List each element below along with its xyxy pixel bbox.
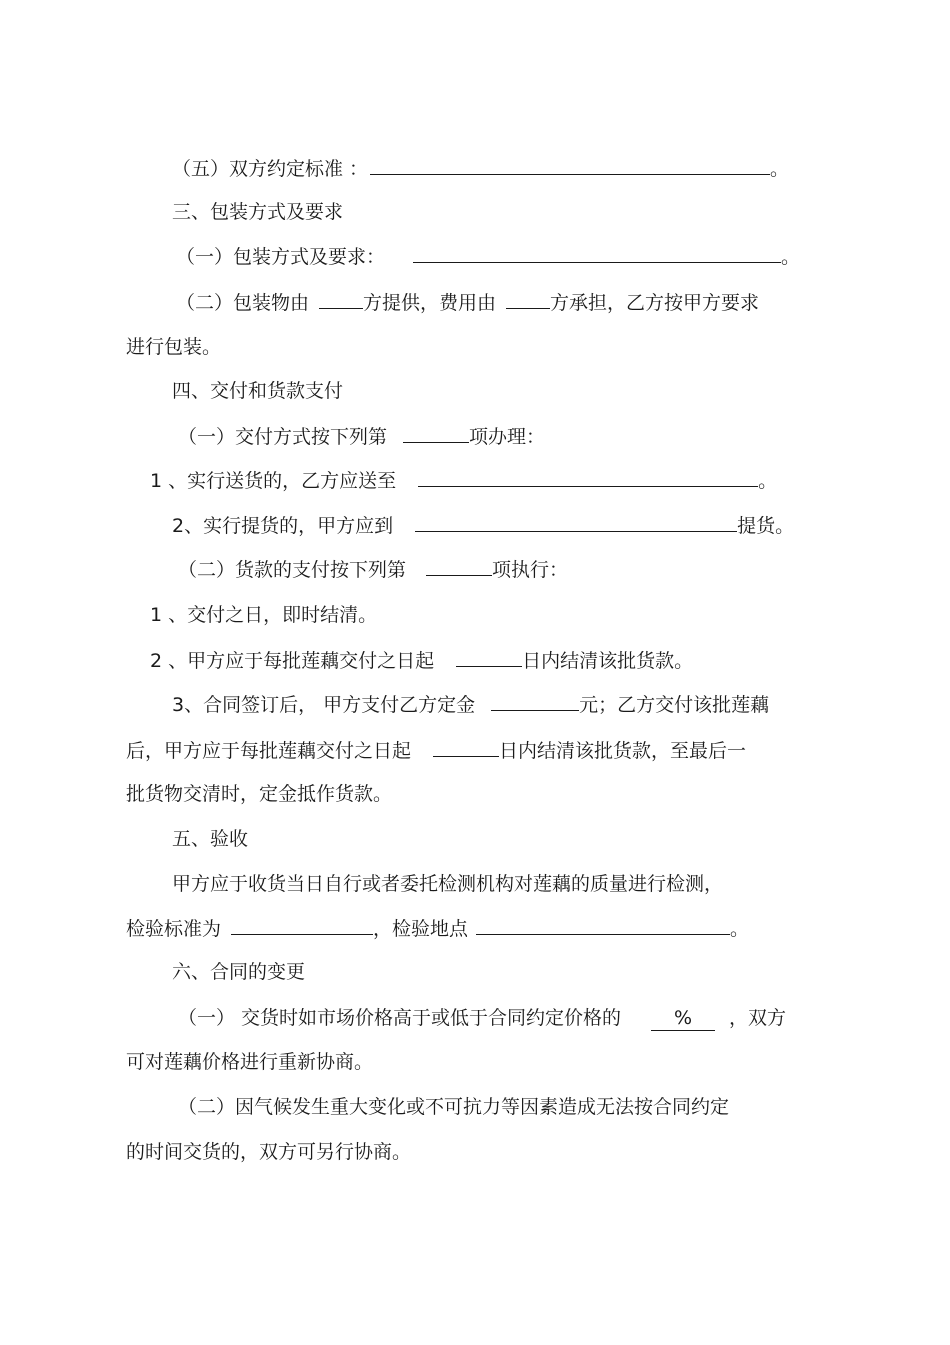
section-5-heading: 五、验收: [172, 828, 249, 850]
text: 后，甲方应于每批莲藕交付之日起: [126, 740, 412, 762]
text: （一） 交货时如市场价格高于或低于合同约定价格的: [178, 1007, 622, 1029]
text: （一）包装方式及要求：: [176, 246, 386, 268]
blank-field: [426, 557, 492, 576]
clause-delivery-option-1: [150, 468, 777, 493]
clause-packaging-method: [176, 244, 800, 269]
text: （二）货款的支付按下列第: [178, 559, 407, 581]
text: 。: [781, 246, 801, 268]
clause-payment-method: [178, 557, 568, 582]
text: 。: [758, 470, 778, 492]
text: （二）包装物由: [176, 292, 310, 314]
text: 元；乙方交付该批莲藕: [579, 694, 770, 716]
text: 。: [770, 158, 790, 180]
text: 2、实行提货的，甲方应到: [172, 515, 394, 537]
blank-field: [456, 648, 522, 667]
clause-price-change: [178, 1006, 786, 1031]
section-4-heading: 四、交付和货款支付: [172, 380, 344, 402]
blank-field: [433, 738, 499, 757]
blank-field: [319, 290, 363, 309]
text: 项执行：: [492, 559, 569, 581]
text: （五）双方约定标准 ：: [172, 158, 369, 180]
clause-packaging-cont: 进行包装。: [126, 336, 222, 358]
text: 日内结清该批货款，至最后一: [499, 740, 747, 762]
blank-field: [370, 156, 770, 175]
blank-field: [506, 290, 550, 309]
clause-delivery-option-2: [172, 513, 794, 538]
clause-payment-option-3: [172, 692, 769, 717]
blank-field: [403, 424, 469, 443]
blank-field: [415, 513, 737, 532]
clause-5-standard: [172, 156, 789, 181]
text: 项办理：: [469, 426, 546, 448]
text: 1 、实行送货的，乙方应送至: [150, 470, 397, 492]
section-3-heading: 三、包装方式及要求: [172, 201, 344, 223]
text: （一）交付方式按下列第: [178, 426, 388, 448]
text: ，双方: [729, 1007, 787, 1029]
text: 方承担，乙方按甲方要求: [550, 292, 760, 314]
text: 3、合同签订后， 甲方支付乙方定金: [172, 694, 476, 716]
blank-field: [418, 468, 758, 487]
clause-force-majeure-cont: 的时间交货的，双方可另行协商。: [126, 1141, 412, 1163]
text: 检验标准为: [126, 918, 222, 940]
clause-price-change-cont: 可对莲藕价格进行重新协商。: [126, 1051, 374, 1073]
blank-field: [231, 916, 373, 935]
text: 方提供，费用由: [363, 292, 497, 314]
clause-packaging-supply: [176, 290, 759, 315]
text: ，检验地点: [373, 918, 469, 940]
text: 2 、甲方应于每批莲藕交付之日起: [150, 650, 435, 672]
clause-payment-option-3-cont: [126, 738, 746, 763]
clause-payment-option-3-end: 批货物交清时，定金抵作货款。: [126, 783, 393, 805]
percent-field: %: [651, 1006, 715, 1031]
text: 。: [730, 918, 750, 940]
clause-payment-option-2: [150, 648, 693, 673]
blank-field: [413, 244, 781, 263]
section-6-heading: 六、合同的变更: [172, 961, 306, 983]
blank-field: [476, 916, 730, 935]
clause-payment-option-1: 1 、交付之日，即时结清。: [150, 604, 378, 626]
clause-force-majeure: （二）因气候发生重大变化或不可抗力等因素造成无法按合同约定: [178, 1096, 730, 1118]
text: 日内结清该批货款。: [522, 650, 694, 672]
blank-field: [491, 692, 579, 711]
clause-delivery-method: [178, 424, 545, 449]
clause-inspection: 甲方应于收货当日自行或者委托检测机构对莲藕的质量进行检测，: [172, 873, 724, 895]
text: 提货。: [737, 515, 795, 537]
clause-inspection-cont: [126, 916, 749, 941]
